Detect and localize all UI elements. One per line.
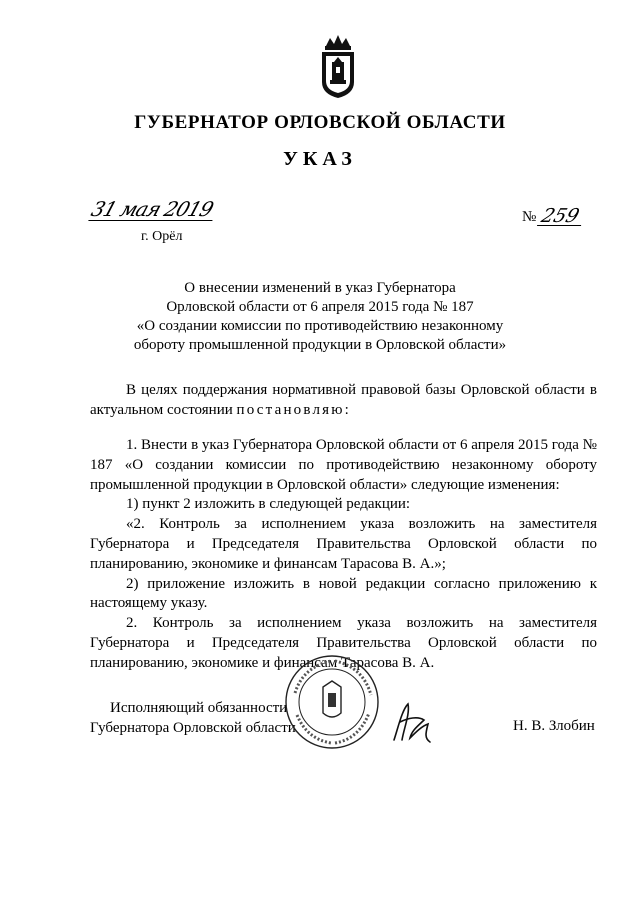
item-2: 2. Контроль за исполнением указа возложить на заместителя Губернатора и Председателя Правительства Орловской области по планированию, экономике и финансам Тарасова В. А. [90,615,597,671]
official-seal-icon [283,653,381,751]
position-line: Исполняющий обязанности [110,700,288,716]
handwritten-signature-icon [388,700,434,746]
preamble [90,381,597,421]
item-1-1-quote: «2. Контроль за исполнением указа возложить на заместителя Губернатора и Председателя Правительства Орловской области по планированию, экономике и финансам Тарасова В. А.»; [90,516,597,572]
document-items [90,436,597,674]
item-1-2: 2) приложение изложить в новой редакции согласно приложению к настоящему указу. [90,575,597,612]
heading-line: «О создании комиссии по противодействию незаконному [136,318,504,334]
preamble-end: : [344,401,349,418]
authority-title: ГУБЕРНАТОР ОРЛОВСКОЙ ОБЛАСТИ [134,112,506,133]
preamble-text: В целях поддержания нормативной правовой базы Орловской области в актуальном состоянии [90,382,597,418]
number-prefix: № [522,209,537,225]
coat-of-arms-icon [318,32,358,100]
position-line: Губернатора Орловской области [90,720,296,736]
heading-line: обороту промышленной продукции в Орловской области» [133,337,507,353]
item-1: 1. Внести в указ Губернатора Орловской области от 6 апреля 2015 года № 187 «О создании комиссии по противодействию незаконному обороту промышленной продукции в Орловской области» следующие изменения: [90,437,597,493]
document-date: 31 мая 2019 [88,198,219,221]
document-number [522,207,585,226]
item-1-1: 1) пункт 2 изложить в следующей редакции: [126,496,411,513]
heading-line: Орловской области от 6 апреля 2015 года № 187 [166,299,474,315]
signatory-position [90,698,296,738]
signatory-name: Н. В. Злобин [513,718,595,734]
preamble-keyword: постановляю [236,401,345,418]
document-heading [0,279,640,355]
heading-line: О внесении изменений в указ Губернатора [184,280,456,296]
number-value: 259 [537,207,587,226]
document-type: УКАЗ [283,148,357,170]
document-city: г. Орёл [141,229,183,244]
